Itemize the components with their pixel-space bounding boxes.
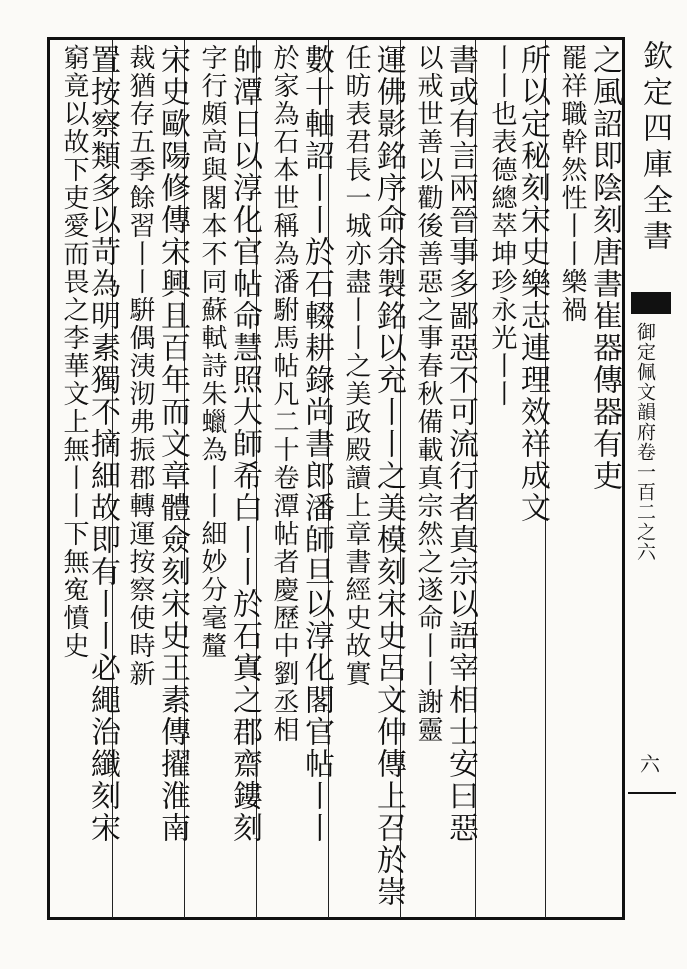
text-column-2: 罷祥職幹然性丨丨樂禍 [557, 44, 587, 324]
text-column-14: 裁猶存五季餘習丨丨騈偶洟沏弗振郡轉運按察使時新 [125, 44, 155, 688]
text-column-10: 於家為石本世稱為潘駙馬帖凡二十卷潭帖者慶歷中劉丞相 [269, 44, 299, 744]
text-column-16: 窮竟以故下吏愛而畏之李華文上無丨丨下無寃憤史 [59, 44, 89, 660]
margin-divider [628, 792, 676, 794]
text-column-3: 所以定秘刻宋史樂志連理效祥成文 [515, 44, 550, 524]
text-column-11: 帥潭日以淳化官帖命慧照大師希白丨丨於石寘之郡齋鏤刻 [227, 44, 262, 844]
text-column-1: 之風詔即陰刻唐書崔器傳器有吏 [587, 44, 622, 492]
text-column-4: 丨丨也表德總萃坤珍永光丨丨 [487, 44, 517, 408]
page-number: 六 [640, 752, 660, 776]
text-column-6: 以戒世善以勸後善惡之事春秋備載真宗然之遂命丨丨謝靈 [413, 44, 443, 744]
text-column-12: 字行頗高與閣本不同蘇軾詩朱蠟為丨丨細妙分毫釐 [197, 44, 227, 660]
text-column-15: 置按察類多以苛為明素獨不摘細故即有丨丨必繩治纖刻宋 [85, 44, 120, 844]
text-column-9: 數十軸詔丨丨於石輟耕錄尚書郎潘師旦以淳化閣官帖丨丨 [299, 44, 334, 844]
text-column-7: 運佛影銘序命余製銘以充丨丨之美模刻宋史呂文仲傳上召於崇 [371, 44, 406, 908]
book-title: 欽定四庫全書 [637, 40, 672, 256]
text-column-8: 任昉表君長一城亦盡丨丨之美政殿讀上章書經史故實 [341, 44, 371, 688]
volume-title: 御定佩文韻府卷一百二之六 [634, 322, 656, 562]
fishtail-mark [631, 292, 671, 314]
text-column-13: 宋史歐陽修傳宋興且百年而文章體僉刻宋史王素傳擢淮南 [155, 44, 190, 844]
text-column-5: 書或有言兩晉事多鄙惡不可流行者真宗以語宰相士安曰惡 [443, 44, 478, 844]
